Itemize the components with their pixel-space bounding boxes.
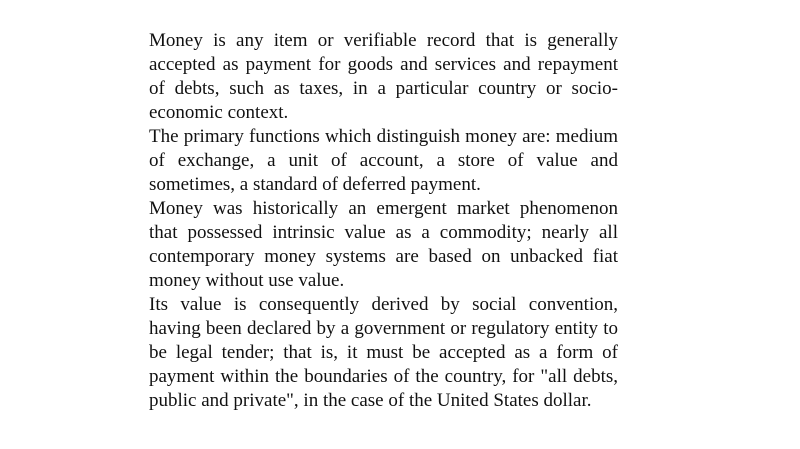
paragraph-money-value: Its value is consequently derived by social convention, having been declared by a government or regulatory entity to be legal tender; that is, it must be accepted as a form of payment within the boundaries of the country, for "all debts, public and private", in the case of the United States dollar. (149, 294, 618, 411)
paragraph-money-functions: The primary functions which distinguish money are: medium of exchange, a unit of account, a store of value and sometimes, a standard of deferred payment. (149, 126, 618, 195)
paragraph-money-definition: Money is any item or verifiable record that is generally accepted as payment for goods and services and repayment of debts, such as taxes, in a particular country or socio-economic context. (149, 30, 618, 123)
document-body (149, 29, 618, 413)
paragraph-money-history: Money was historically an emergent market phenomenon that possessed intrinsic value as a commodity; nearly all contemporary money systems are based on unbacked fiat money without use value. (149, 198, 618, 291)
